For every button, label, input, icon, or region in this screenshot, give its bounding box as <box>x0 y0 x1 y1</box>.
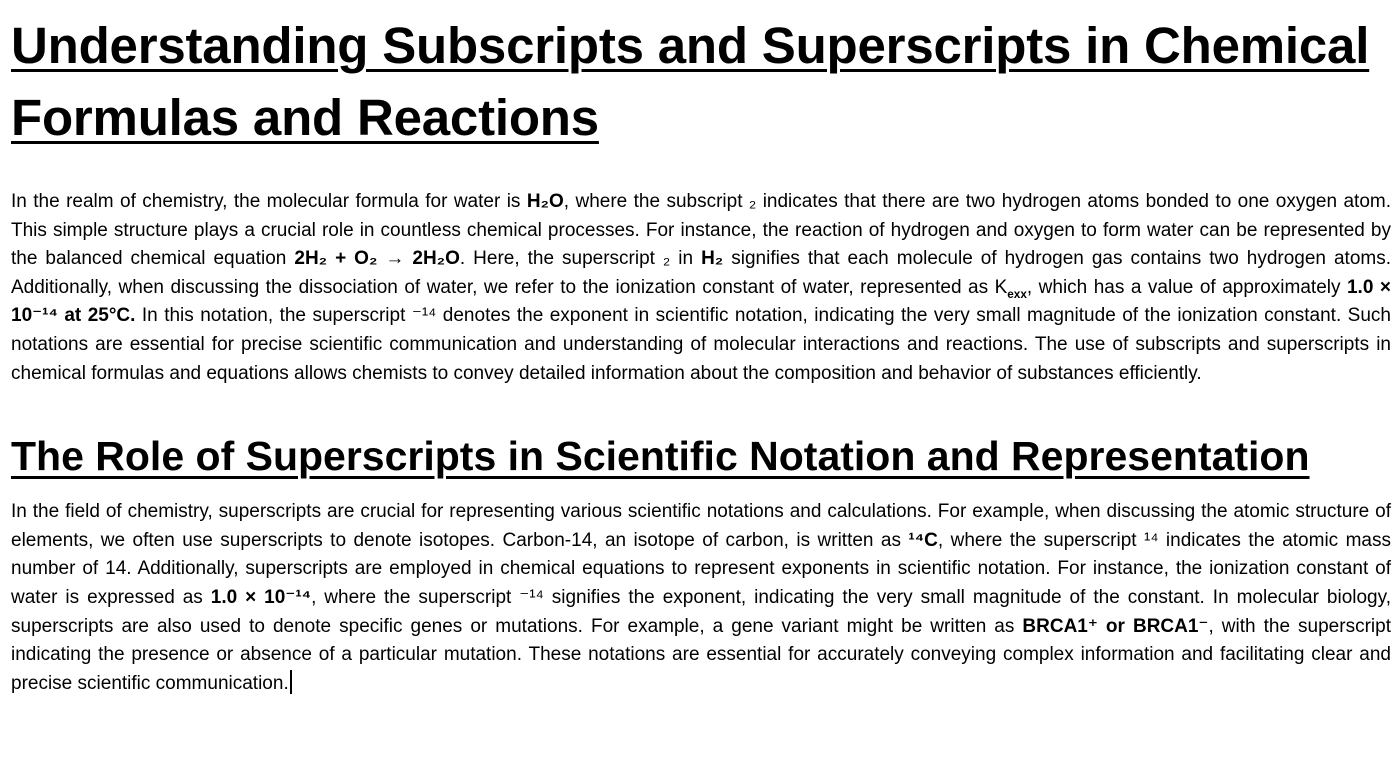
text-run: , where the superscript ⁻¹⁴ signifies the exponent, indicating the very small magnitude of the constant. In molecular biology, superscripts are also used to denote specific genes or mutations. For example, a gene variant might be written as <box>11 586 1391 637</box>
isotope-carbon-14: ¹⁴C <box>908 529 938 551</box>
gene-variant-notation: BRCA1⁺ or BRCA1⁻ <box>1022 615 1209 637</box>
equation-water-formation: 2H₂ + O₂ → 2H₂O <box>294 248 460 270</box>
heading-2-text: The Role of Superscripts in Scientific Notation and Representation <box>11 433 1310 480</box>
heading-role-of-superscripts <box>11 428 1391 484</box>
text-run: , which has a value of approximately <box>1026 276 1347 298</box>
text-run: In the realm of chemistry, the molecular formula for water is <box>11 191 527 212</box>
text-run: , with the superscript indicating the presence or absence of a particular mutation. These notations are essential for accurately conveying complex information and facilitating clear and precise scientific communication. <box>11 615 1391 694</box>
formula-water: H₂O <box>526 191 564 212</box>
text-run: In this notation, the superscript ⁻¹⁴ denotes the exponent in scientific notation, indicating the very small magnitude of the ionization constant. Such notations are essential for precise scientific communication and understanding of molecular interactions and reactions. The use of subscripts and superscripts in chemical formulas and equations allows chemists to convey detailed information about the composition and behavior of substances efficiently. <box>11 305 1391 384</box>
text-run: In the field of chemistry, superscripts are crucial for representing various scientific notations and calculations. For example, when discussing the atomic structure of elements, we often use superscripts to denote isotopes. Carbon-14, an isotope of carbon, is written as <box>11 501 1391 551</box>
ionization-constant-value: 1.0 × 10⁻¹⁴ <box>210 586 312 608</box>
ionization-constant-value: 1.0 × 10⁻¹⁴ at 25°C. <box>11 276 1391 327</box>
text-run: , where the superscript ¹⁴ indicates the atomic mass number of 14. Additionally, superscripts are employed in chemical equations to represent exponents in scientific notation. For instance, the ionization constant of water is expressed as <box>11 529 1391 608</box>
heading-understanding-subscripts <box>11 10 1391 154</box>
text-cursor <box>290 670 292 694</box>
paragraph-water-formula[interactable] <box>11 188 1391 388</box>
document-page[interactable] <box>0 10 1397 757</box>
ionization-constant-subscript: exx <box>1007 287 1027 301</box>
text-run: . Here, the superscript ₂ in <box>459 248 702 270</box>
paragraph-superscripts[interactable] <box>11 498 1391 698</box>
text-run: signifies that each molecule of hydrogen gas contains two hydrogen atoms. Additionally, when discussing the dissociation of water, we refer to the ionization constant of water, represented as K <box>11 248 1391 298</box>
text-run: , where the subscript ₂ indicates that there are two hydrogen atoms bonded to one oxygen atom. This simple structure plays a crucial role in countless chemical processes. For instance, the reaction of hydrogen and oxygen to form water can be represented by the balanced chemical equation <box>11 191 1391 270</box>
heading-1-text: Understanding Subscripts and Superscripts in Chemical Formulas and Reactions <box>11 17 1370 146</box>
formula-hydrogen: H₂ <box>701 248 724 270</box>
